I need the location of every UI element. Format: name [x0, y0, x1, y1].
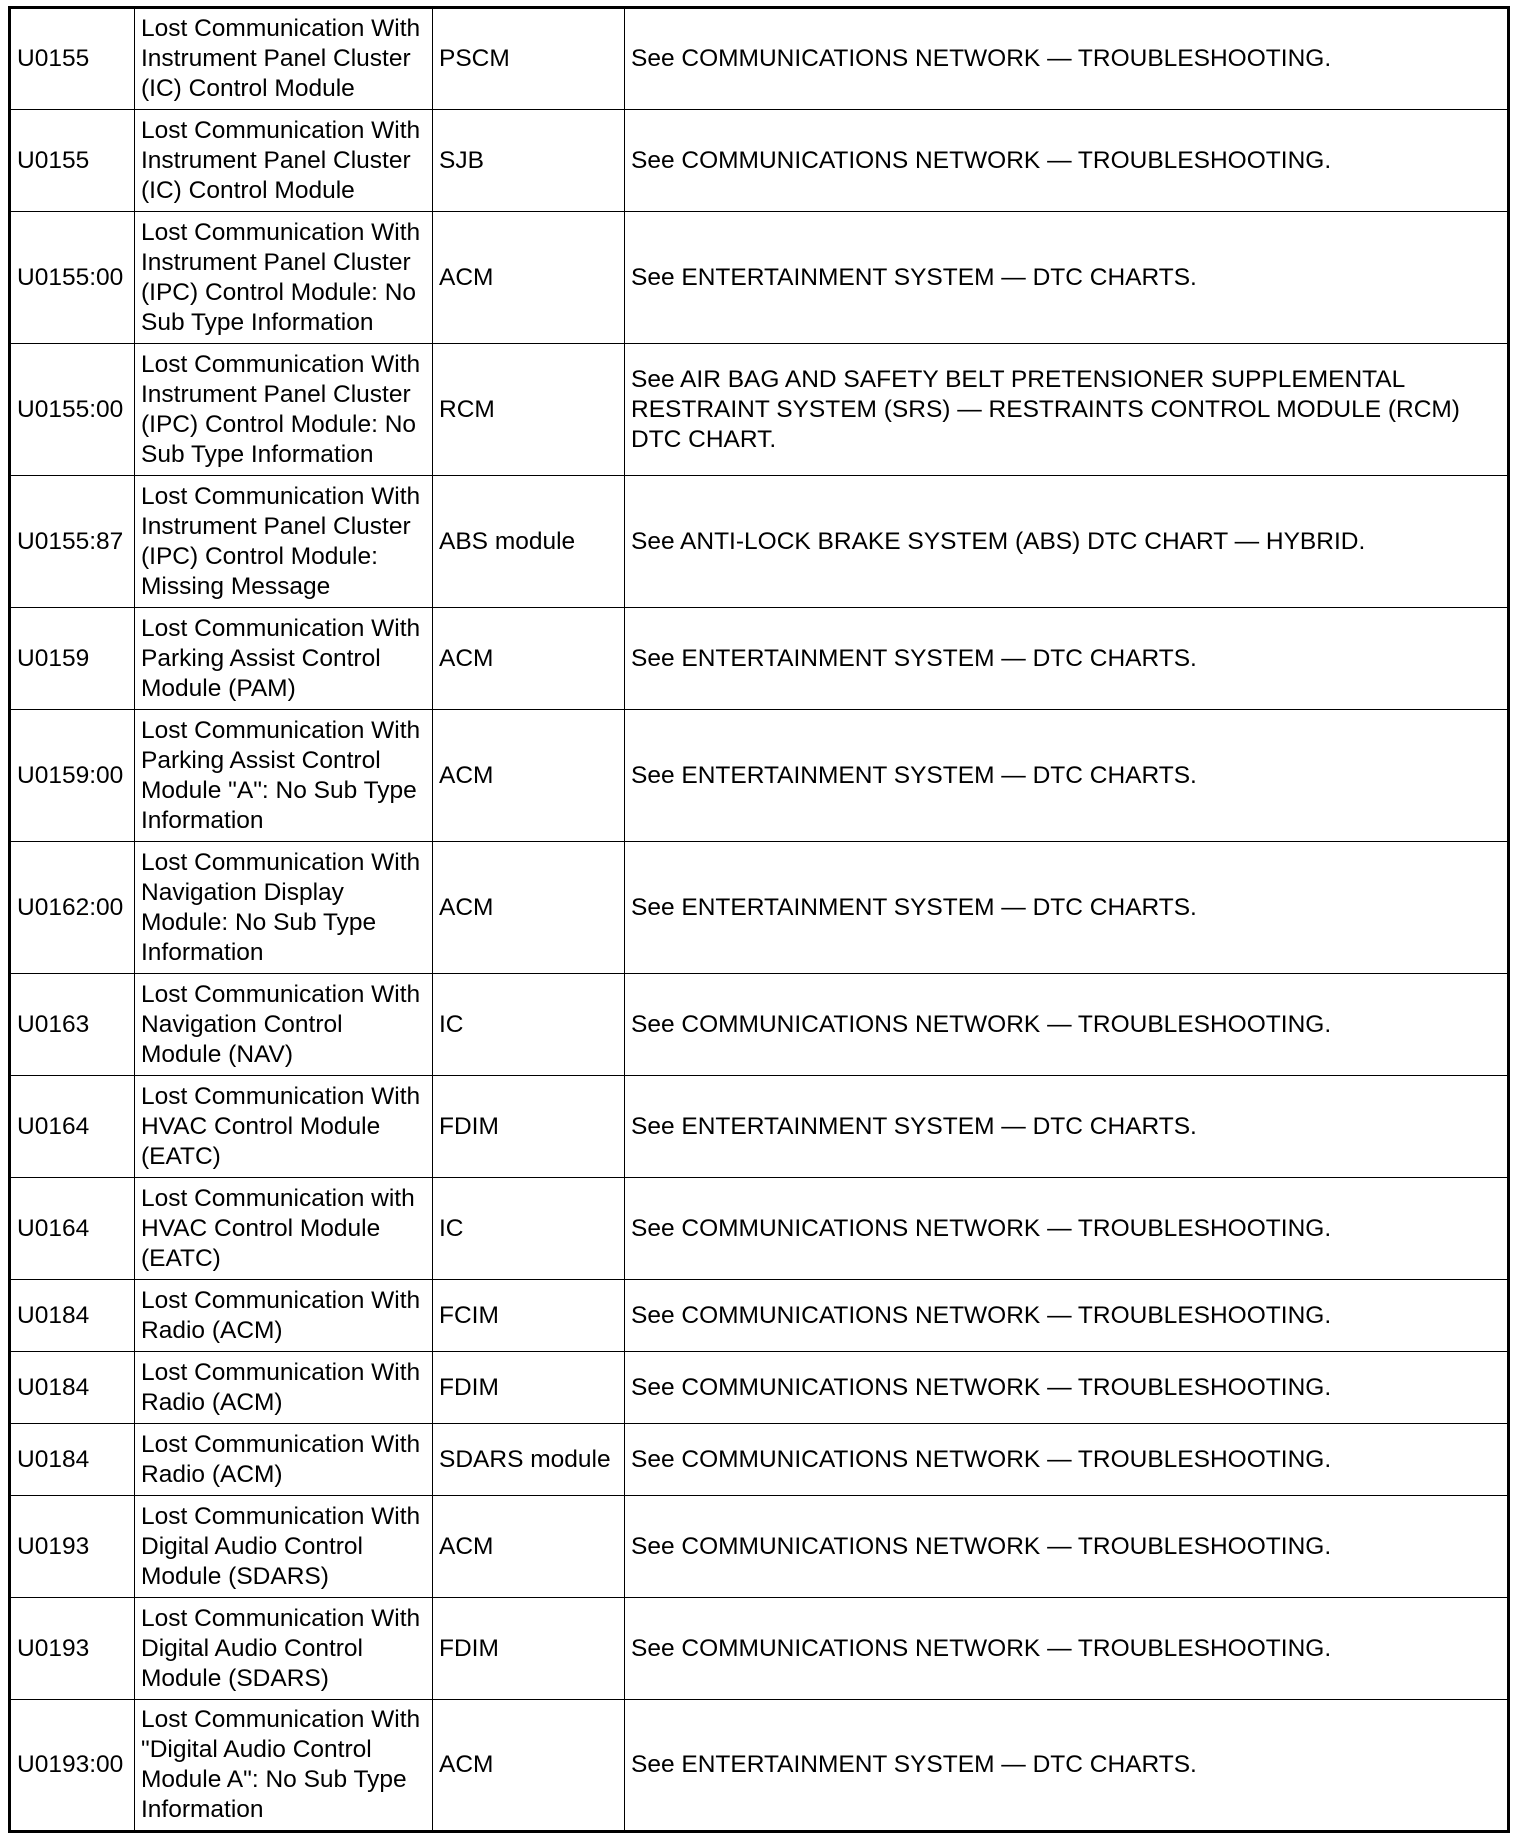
table-row: [10, 1424, 1509, 1496]
dtc-action: See COMMUNICATIONS NETWORK — TROUBLESHOOTING.: [625, 1496, 1509, 1598]
dtc-action: See COMMUNICATIONS NETWORK — TROUBLESHOOTING.: [625, 8, 1509, 110]
dtc-description: Lost Communication With Instrument Panel Cluster (IPC) Control Module: No Sub Type Information: [135, 212, 433, 344]
table-row: [10, 842, 1509, 974]
dtc-code: U0184: [10, 1352, 135, 1424]
dtc-description: Lost Communication with HVAC Control Module (EATC): [135, 1178, 433, 1280]
dtc-module: PSCM: [433, 8, 625, 110]
dtc-module: SDARS module: [433, 1424, 625, 1496]
dtc-module: IC: [433, 1178, 625, 1280]
table-row: [10, 974, 1509, 1076]
dtc-code: U0164: [10, 1076, 135, 1178]
dtc-module: FCIM: [433, 1280, 625, 1352]
dtc-module: FDIM: [433, 1076, 625, 1178]
dtc-module: RCM: [433, 344, 625, 476]
dtc-module: ACM: [433, 212, 625, 344]
dtc-description: Lost Communication With Parking Assist Control Module (PAM): [135, 608, 433, 710]
dtc-action: See COMMUNICATIONS NETWORK — TROUBLESHOOTING.: [625, 974, 1509, 1076]
table-row: [10, 476, 1509, 608]
table-row: [10, 1352, 1509, 1424]
dtc-action: See COMMUNICATIONS NETWORK — TROUBLESHOOTING.: [625, 1424, 1509, 1496]
dtc-module: SJB: [433, 110, 625, 212]
dtc-code: U0155:00: [10, 212, 135, 344]
dtc-module: ACM: [433, 1700, 625, 1832]
dtc-description: Lost Communication With Digital Audio Control Module (SDARS): [135, 1598, 433, 1700]
dtc-action: See ENTERTAINMENT SYSTEM — DTC CHARTS.: [625, 1076, 1509, 1178]
dtc-action: See ENTERTAINMENT SYSTEM — DTC CHARTS.: [625, 608, 1509, 710]
dtc-module: ACM: [433, 842, 625, 974]
dtc-description: Lost Communication With "Digital Audio Control Module A": No Sub Type Information: [135, 1700, 433, 1832]
dtc-description: Lost Communication With HVAC Control Module (EATC): [135, 1076, 433, 1178]
table-row: [10, 8, 1509, 110]
dtc-code: U0155: [10, 8, 135, 110]
table-row: [10, 1076, 1509, 1178]
dtc-action: See ENTERTAINMENT SYSTEM — DTC CHARTS.: [625, 1700, 1509, 1832]
dtc-code: U0163: [10, 974, 135, 1076]
dtc-module: ACM: [433, 1496, 625, 1598]
dtc-module: IC: [433, 974, 625, 1076]
dtc-action: See COMMUNICATIONS NETWORK — TROUBLESHOOTING.: [625, 1598, 1509, 1700]
dtc-description: Lost Communication With Digital Audio Control Module (SDARS): [135, 1496, 433, 1598]
dtc-module: ACM: [433, 608, 625, 710]
dtc-description: Lost Communication With Instrument Panel Cluster (IPC) Control Module: No Sub Type Information: [135, 344, 433, 476]
table-row: [10, 212, 1509, 344]
dtc-code: U0164: [10, 1178, 135, 1280]
dtc-code: U0184: [10, 1280, 135, 1352]
dtc-module: FDIM: [433, 1352, 625, 1424]
dtc-code: U0184: [10, 1424, 135, 1496]
dtc-description: Lost Communication With Instrument Panel Cluster (IPC) Control Module: Missing Message: [135, 476, 433, 608]
dtc-description: Lost Communication With Radio (ACM): [135, 1280, 433, 1352]
table-row: [10, 1598, 1509, 1700]
dtc-code: U0155:87: [10, 476, 135, 608]
dtc-module: ABS module: [433, 476, 625, 608]
table-row: [10, 1178, 1509, 1280]
table-row: [10, 710, 1509, 842]
dtc-description: Lost Communication With Radio (ACM): [135, 1352, 433, 1424]
dtc-table: [8, 6, 1510, 1833]
dtc-code: U0155: [10, 110, 135, 212]
dtc-action: See ENTERTAINMENT SYSTEM — DTC CHARTS.: [625, 842, 1509, 974]
table-row: [10, 344, 1509, 476]
table-row: [10, 1700, 1509, 1832]
table-row: [10, 608, 1509, 710]
dtc-action: See ENTERTAINMENT SYSTEM — DTC CHARTS.: [625, 710, 1509, 842]
dtc-description: Lost Communication With Instrument Panel Cluster (IC) Control Module: [135, 110, 433, 212]
dtc-description: Lost Communication With Navigation Display Module: No Sub Type Information: [135, 842, 433, 974]
dtc-action: See COMMUNICATIONS NETWORK — TROUBLESHOOTING.: [625, 1352, 1509, 1424]
dtc-code: U0155:00: [10, 344, 135, 476]
dtc-code: U0193: [10, 1496, 135, 1598]
dtc-code: U0162:00: [10, 842, 135, 974]
table-row: [10, 1496, 1509, 1598]
dtc-action: See AIR BAG AND SAFETY BELT PRETENSIONER SUPPLEMENTAL RESTRAINT SYSTEM (SRS) — RESTRAINTS CONTROL MODULE (RCM) DTC CHART.: [625, 344, 1509, 476]
dtc-code: U0193:00: [10, 1700, 135, 1832]
dtc-module: FDIM: [433, 1598, 625, 1700]
table-row: [10, 110, 1509, 212]
dtc-action: See ENTERTAINMENT SYSTEM — DTC CHARTS.: [625, 212, 1509, 344]
dtc-action: See COMMUNICATIONS NETWORK — TROUBLESHOOTING.: [625, 1178, 1509, 1280]
dtc-module: ACM: [433, 710, 625, 842]
dtc-description: Lost Communication With Radio (ACM): [135, 1424, 433, 1496]
dtc-description: Lost Communication With Navigation Control Module (NAV): [135, 974, 433, 1076]
table-row: [10, 1280, 1509, 1352]
dtc-description: Lost Communication With Parking Assist Control Module "A": No Sub Type Information: [135, 710, 433, 842]
dtc-code: U0159: [10, 608, 135, 710]
dtc-action: See COMMUNICATIONS NETWORK — TROUBLESHOOTING.: [625, 1280, 1509, 1352]
dtc-action: See COMMUNICATIONS NETWORK — TROUBLESHOOTING.: [625, 110, 1509, 212]
dtc-action: See ANTI-LOCK BRAKE SYSTEM (ABS) DTC CHART — HYBRID.: [625, 476, 1509, 608]
dtc-code: U0159:00: [10, 710, 135, 842]
dtc-code: U0193: [10, 1598, 135, 1700]
dtc-description: Lost Communication With Instrument Panel Cluster (IC) Control Module: [135, 8, 433, 110]
